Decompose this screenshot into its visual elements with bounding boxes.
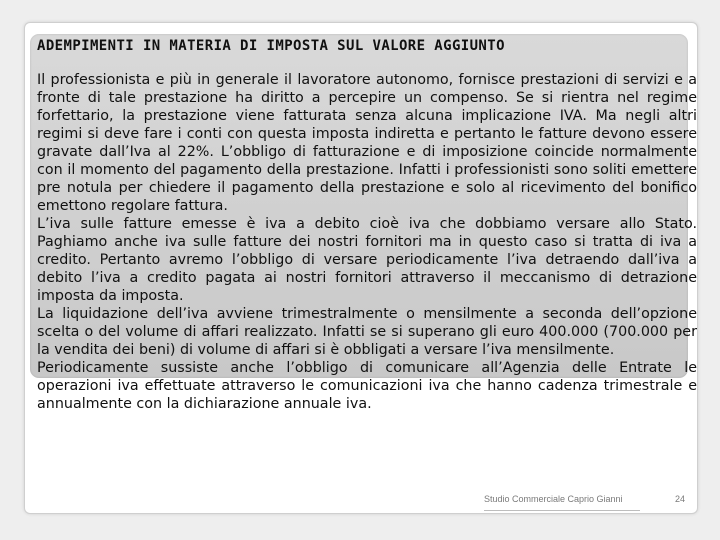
paragraph-comunicazioni: Periodicamente sussiste anche l’obbligo di comunicare all’Agenzia delle Entrate le operazioni iva effettuate attraverso le comunicazioni iva che hanno cadenza trimestrale e annualmente con la dichiarazione annuale iva. bbox=[37, 360, 697, 412]
slide-title: ADEMPIMENTI IN MATERIA DI IMPOSTA SUL VALORE AGGIUNTO bbox=[37, 38, 505, 54]
footer-divider bbox=[484, 510, 640, 511]
paragraph-intro: Il professionista e più in generale il lavoratore autonomo, fornisce prestazioni di servizi e a fronte di tale prestazione ha diritto a percepire un compenso. Se si rientra nel regime forfettario, la prestazione viene fatturata senza alcuna implicazione IVA. Ma negli altri regimi si deve fare i conti con questa imposta indiretta e pertanto le fatture devono essere gravate dall’Iva al 22%. L’obbligo di fatturazione e di imposizione coincide normalmente con il momento del pagamento della prestazione. Infatti i professionisti sono soliti emettere pre notula per chiedere il pagamento della prestazione e solo al ricevimento del bonifico emettono regolare fattura. bbox=[37, 72, 697, 214]
footer-studio-name: Studio Commerciale Caprio Gianni bbox=[484, 494, 623, 504]
paragraph-iva-debito: L’iva sulle fatture emesse è iva a debito cioè iva che dobbiamo versare allo Stato. Paghiamo anche iva sulle fatture dei nostri fornitori ma in questo caso si tratta di iva a credito. Pertanto avremo l’obbligo di versare periodicamente l’iva detraendo dall’iva a debito l’iva a credito pagata ai nostri fornitori attraverso il meccanismo di detrazione imposta da imposta. bbox=[37, 216, 697, 304]
paragraph-liquidazione: La liquidazione dell’iva avviene trimestralmente o mensilmente a seconda dell’opzione scelta o del volume di affari realizzato. Infatti se si superano gli euro 400.000 (700.000 per la vendita dei beni) di volume di affari si è obbligati a versare l’iva mensilmente. bbox=[37, 306, 697, 358]
slide-content bbox=[37, 38, 697, 413]
page-number: 24 bbox=[675, 494, 686, 504]
